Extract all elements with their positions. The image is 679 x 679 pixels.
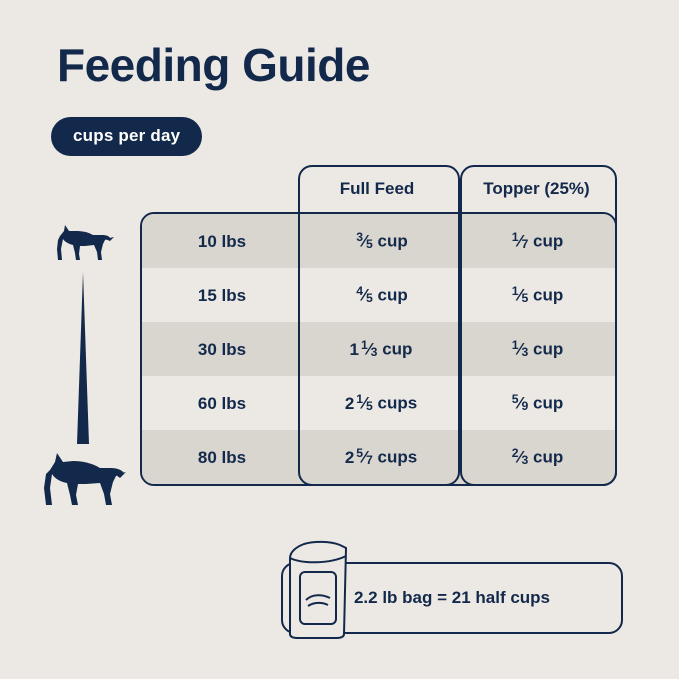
cell-topper: $^1⁄_7$ cup [511, 230, 564, 252]
cell-full-feed: $^3⁄_5$ cup [356, 230, 408, 252]
table-row [142, 376, 615, 430]
table-row [142, 268, 615, 322]
large-dog-icon [40, 450, 126, 508]
cell-weight: 80 lbs [197, 447, 247, 467]
cell-topper: $^1⁄_3$ cup [511, 338, 564, 360]
feeding-table [140, 165, 620, 510]
cups-per-day-badge: cups per day [51, 117, 202, 156]
table-row [142, 214, 615, 268]
cell-weight: 60 lbs [197, 393, 247, 413]
food-bag-icon [278, 538, 360, 640]
cell-topper: $^1⁄_5$ cup [511, 284, 564, 306]
cell-topper: $^2⁄_3$ cup [511, 446, 564, 468]
bag-note-text: 2.2 lb bag = 21 half cups [353, 588, 551, 607]
column-header-topper: Topper (25%) [483, 178, 590, 198]
small-dog-icon [52, 222, 114, 264]
cell-weight: 30 lbs [197, 339, 247, 359]
table-row [142, 322, 615, 376]
size-scale-wedge [72, 272, 94, 444]
column-header-full-feed: Full Feed [339, 178, 415, 198]
page-title: Feeding Guide [57, 39, 370, 91]
table-body-panel [140, 212, 617, 486]
cell-weight: 15 lbs [197, 285, 247, 305]
cell-full-feed: 2 $^1⁄_5$ cups [344, 392, 418, 414]
cell-full-feed: 1 $^1⁄_3$ cup [349, 338, 413, 360]
table-row [142, 430, 615, 484]
cell-topper: $^5⁄_9$ cup [511, 392, 564, 414]
cell-weight: 10 lbs [197, 231, 247, 251]
cell-full-feed: 2 $^5⁄_7$ cups [344, 446, 418, 468]
cell-full-feed: $^4⁄_5$ cup [356, 284, 408, 306]
